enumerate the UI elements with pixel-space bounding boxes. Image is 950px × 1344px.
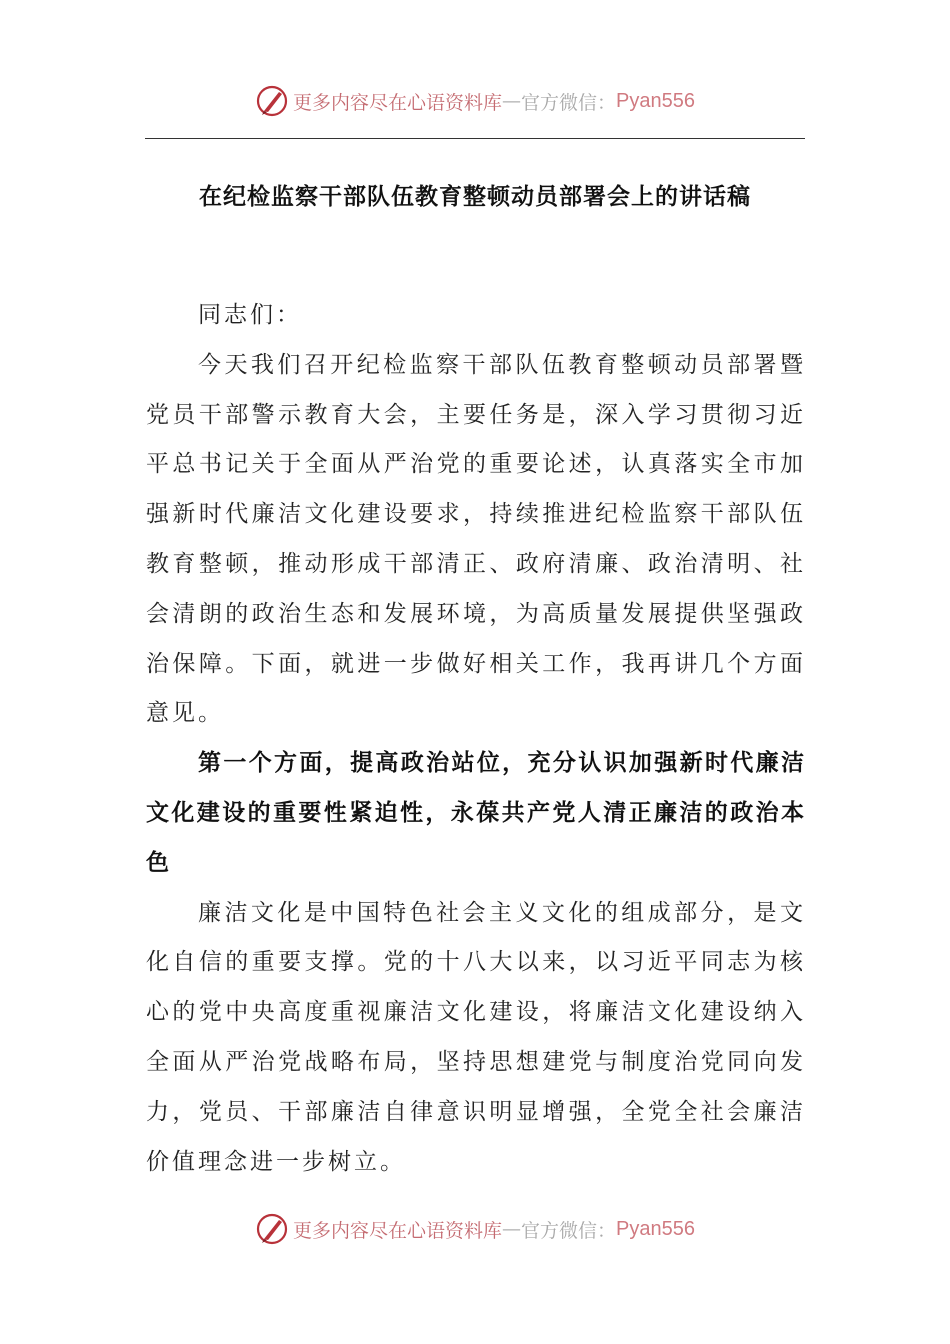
paragraph-section-1: 廉洁文化是中国特色社会主义文化的组成部分，是文化自信的重要支撑。党的十八大以来，以习近平同志为核心的党中央高度重视廉洁文化建设，将廉洁文化建设纳入全面从严治党战略布局，坚持思想建党与制度治党同向发力，党员、干部廉洁自律意识明显增强，全党全社会廉洁价值理念进一步树立。 bbox=[146, 899, 806, 1175]
header-divider bbox=[145, 138, 805, 139]
quill-pen-circle-icon bbox=[255, 1212, 289, 1246]
section-heading-1: 第一个方面，提高政治站位，充分认识加强新时代廉洁文化建设的重要性紧迫性，永葆共产党人清正廉洁的政治本色 bbox=[146, 750, 806, 876]
watermark-label: 官方微信： bbox=[521, 91, 617, 114]
document-title: 在纪检监察干部队伍教育整顿动员部署会上的讲话稿 bbox=[199, 184, 751, 210]
watermark-dash: — bbox=[502, 1218, 522, 1240]
watermark-dash: — bbox=[502, 90, 522, 112]
document-body bbox=[146, 291, 806, 1187]
watermark-site: 更多内容尽在心语资料库 bbox=[293, 1219, 503, 1242]
salutation: 同志们： bbox=[198, 302, 302, 328]
quill-pen-circle-icon bbox=[255, 84, 289, 118]
paragraph-intro: 今天我们召开纪检监察干部队伍教育整顿动员部署暨党员干部警示教育大会，主要任务是，深入学习贯彻习近平总书记关于全面从严治党的重要论述，认真落实全市加强新时代廉洁文化建设要求，持续推进纪检监察干部队伍教育整顿，推动形成干部清正、政府清廉、政治清明、社会清朗的政治生态和发展环境，为高质量发展提供坚强政治保障。下面，就进一步做好相关工作，我再讲几个方面意见。 bbox=[146, 351, 806, 727]
header-watermark bbox=[0, 76, 950, 126]
watermark-label: 官方微信： bbox=[521, 1219, 617, 1242]
watermark-id: Pyan556 bbox=[616, 1217, 695, 1240]
watermark-site: 更多内容尽在心语资料库 bbox=[293, 91, 503, 114]
watermark-id: Pyan556 bbox=[616, 89, 695, 112]
footer-watermark bbox=[0, 1204, 950, 1254]
